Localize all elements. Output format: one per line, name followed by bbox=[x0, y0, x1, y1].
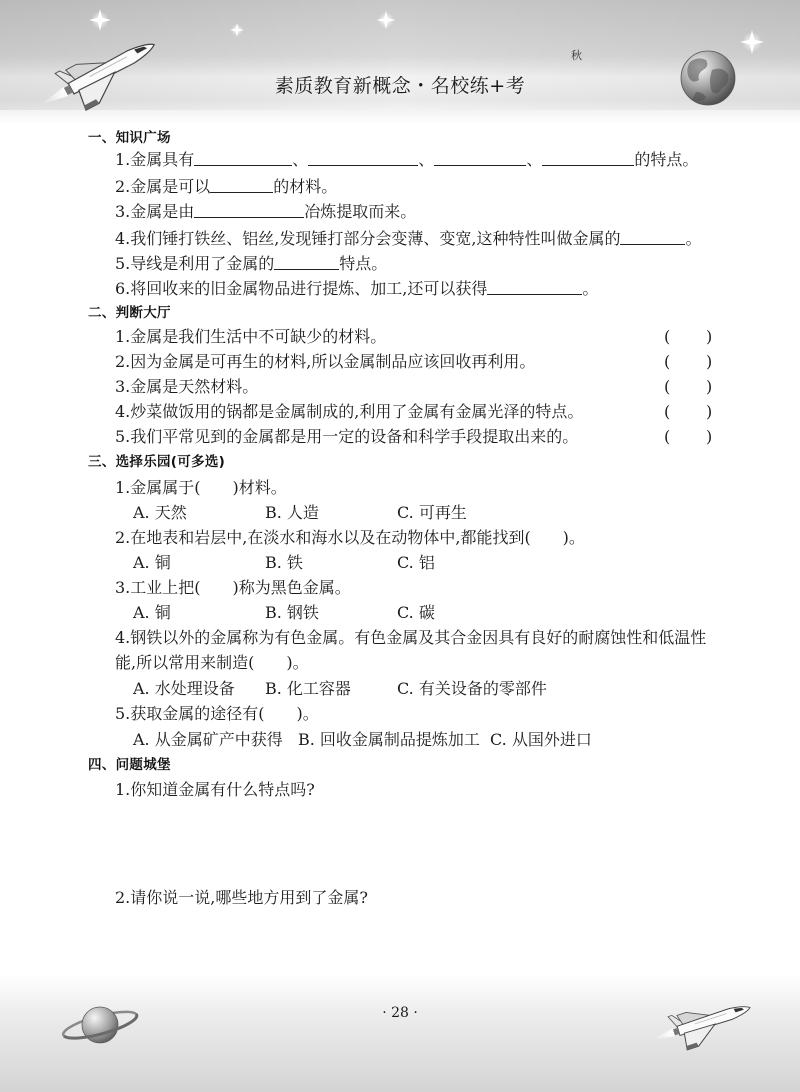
item-number: 2. bbox=[115, 528, 131, 547]
choice-item-4-continued: 能,所以常用来制造( )。 bbox=[115, 653, 309, 672]
answer-blank bbox=[542, 149, 634, 166]
option-c: C. 从国外进口 bbox=[490, 730, 592, 749]
judgment-item-1 bbox=[115, 326, 715, 348]
open-question-1 bbox=[115, 779, 315, 801]
option-c: C. 铝 bbox=[397, 553, 435, 572]
section-heading-judgment: 二、判断大厅 bbox=[88, 305, 171, 321]
item-number: 2. bbox=[115, 352, 131, 371]
page-number: · 28 · bbox=[382, 1005, 418, 1021]
section-heading-knowledge: 一、知识广场 bbox=[88, 130, 171, 146]
item-text: 导线是利用了金属的 bbox=[130, 254, 275, 273]
option-c: C. 可再生 bbox=[397, 503, 467, 522]
item-text: 炒菜做饭用的锅都是金属制成的,利用了金属有金属光泽的特点。 bbox=[130, 402, 584, 421]
choice-options-3 bbox=[133, 602, 753, 624]
answer-bracket-close: ) bbox=[706, 352, 713, 371]
option-c: C. 碳 bbox=[397, 603, 435, 622]
option-b: B. 钢铁 bbox=[265, 603, 319, 622]
fill-item-1 bbox=[115, 149, 698, 171]
choice-options-2 bbox=[133, 552, 753, 574]
fill-item-6 bbox=[115, 278, 598, 300]
item-text: 将回收来的旧金属物品进行提炼、加工,还可以获得 bbox=[130, 279, 488, 298]
answer-bracket-close: ) bbox=[706, 427, 713, 446]
item-text: 特点。 bbox=[339, 254, 388, 273]
item-number: 5. bbox=[115, 704, 131, 723]
item-number: 1. bbox=[115, 478, 131, 497]
item-number: 3. bbox=[115, 202, 131, 221]
item-text: 金属属于( )材料。 bbox=[130, 478, 287, 497]
item-text: 因为金属是可再生的材料,所以金属制品应该回收再利用。 bbox=[130, 352, 536, 371]
option-a: A. 水处理设备 bbox=[133, 679, 235, 698]
answer-bracket-open: ( bbox=[664, 352, 671, 371]
item-text: 冶炼提取而来。 bbox=[304, 202, 417, 221]
answer-blank bbox=[194, 201, 304, 218]
item-text: 你知道金属有什么特点吗? bbox=[130, 780, 315, 799]
item-text: 金属具有 bbox=[130, 150, 195, 169]
season-tag: 秋 bbox=[571, 49, 582, 62]
item-text: 金属是可以 bbox=[130, 177, 211, 196]
answer-blank bbox=[210, 176, 273, 193]
option-a: A. 铜 bbox=[133, 553, 171, 572]
option-a: A. 铜 bbox=[133, 603, 171, 622]
item-number: 4. bbox=[115, 229, 131, 248]
answer-bracket-open: ( bbox=[664, 402, 671, 421]
answer-bracket-close: ) bbox=[706, 377, 713, 396]
answer-blank bbox=[274, 253, 339, 270]
item-text: 金属是我们生活中不可缺少的材料。 bbox=[130, 327, 387, 346]
item-number: 5. bbox=[115, 427, 131, 446]
option-a: A. 从金属矿产中获得 bbox=[133, 730, 283, 749]
item-text: 我们锤打铁丝、铝丝,发现锤打部分会变薄、变宽,这种特性叫做金属的 bbox=[130, 229, 621, 248]
answer-blank bbox=[434, 149, 526, 166]
choice-item-3 bbox=[115, 577, 351, 599]
item-number: 1. bbox=[115, 150, 131, 169]
open-question-2 bbox=[115, 887, 368, 909]
item-number: 6. bbox=[115, 279, 131, 298]
item-text: 。 bbox=[582, 279, 599, 298]
choice-item-2 bbox=[115, 527, 585, 549]
answer-bracket-close: ) bbox=[706, 402, 713, 421]
item-text: 金属是天然材料。 bbox=[130, 377, 259, 396]
answer-bracket-close: ) bbox=[706, 327, 713, 346]
fill-item-2 bbox=[115, 176, 337, 198]
answer-blank bbox=[620, 228, 685, 245]
item-text: 在地表和岩层中,在淡水和海水以及在动物体中,都能找到( )。 bbox=[130, 528, 585, 547]
option-c: C. 有关设备的零部件 bbox=[397, 679, 547, 698]
fill-item-5 bbox=[115, 253, 387, 275]
item-text: 请你说一说,哪些地方用到了金属? bbox=[130, 888, 368, 907]
answer-blank bbox=[308, 149, 418, 166]
choice-options-1 bbox=[133, 502, 753, 524]
item-text: 。 bbox=[685, 229, 702, 248]
fill-item-3 bbox=[115, 201, 416, 223]
fill-item-4 bbox=[115, 228, 701, 250]
option-b: B. 化工容器 bbox=[265, 679, 351, 698]
choice-item-5 bbox=[115, 703, 319, 725]
option-b: B. 人造 bbox=[265, 503, 319, 522]
item-number: 3. bbox=[115, 377, 131, 396]
option-b: B. 回收金属制品提炼加工 bbox=[298, 730, 480, 749]
item-text: 钢铁以外的金属称为有色金属。有色金属及其合金因具有良好的耐腐蚀性和低温性 bbox=[130, 628, 707, 647]
item-number: 1. bbox=[115, 780, 131, 799]
item-text: 我们平常见到的金属都是用一定的设备和科学手段提取出来的。 bbox=[130, 427, 579, 446]
item-text: 、 bbox=[292, 150, 309, 169]
choice-item-4 bbox=[115, 627, 706, 649]
item-text: 的材料。 bbox=[273, 177, 338, 196]
item-number: 4. bbox=[115, 628, 131, 647]
item-text: 的特点。 bbox=[634, 150, 699, 169]
answer-bracket-open: ( bbox=[664, 327, 671, 346]
option-a: A. 天然 bbox=[133, 503, 187, 522]
item-number: 2. bbox=[115, 177, 131, 196]
judgment-item-3 bbox=[115, 376, 715, 398]
item-text: 金属是由 bbox=[130, 202, 195, 221]
item-number: 3. bbox=[115, 578, 131, 597]
answer-blank bbox=[487, 278, 582, 295]
item-number: 2. bbox=[115, 888, 131, 907]
item-text: 、 bbox=[526, 150, 543, 169]
judgment-item-4 bbox=[115, 401, 715, 423]
page-title: 素质教育新概念・名校练+考 bbox=[274, 75, 526, 97]
item-number: 4. bbox=[115, 402, 131, 421]
choice-options-5 bbox=[133, 729, 753, 751]
item-number: 1. bbox=[115, 327, 131, 346]
item-text: 、 bbox=[418, 150, 435, 169]
item-text: 工业上把( )称为黑色金属。 bbox=[130, 578, 351, 597]
section-heading-choice: 三、选择乐园(可多选) bbox=[88, 454, 226, 470]
choice-options-4 bbox=[133, 678, 753, 700]
answer-blank bbox=[194, 149, 292, 166]
item-number: 5. bbox=[115, 254, 131, 273]
section-heading-questions: 四、问题城堡 bbox=[88, 757, 171, 773]
judgment-item-2 bbox=[115, 351, 715, 373]
option-b: B. 铁 bbox=[265, 553, 303, 572]
judgment-item-5 bbox=[115, 426, 715, 448]
answer-bracket-open: ( bbox=[664, 377, 671, 396]
item-text: 获取金属的途径有( )。 bbox=[130, 704, 319, 723]
choice-item-1 bbox=[115, 477, 287, 499]
answer-bracket-open: ( bbox=[664, 427, 671, 446]
